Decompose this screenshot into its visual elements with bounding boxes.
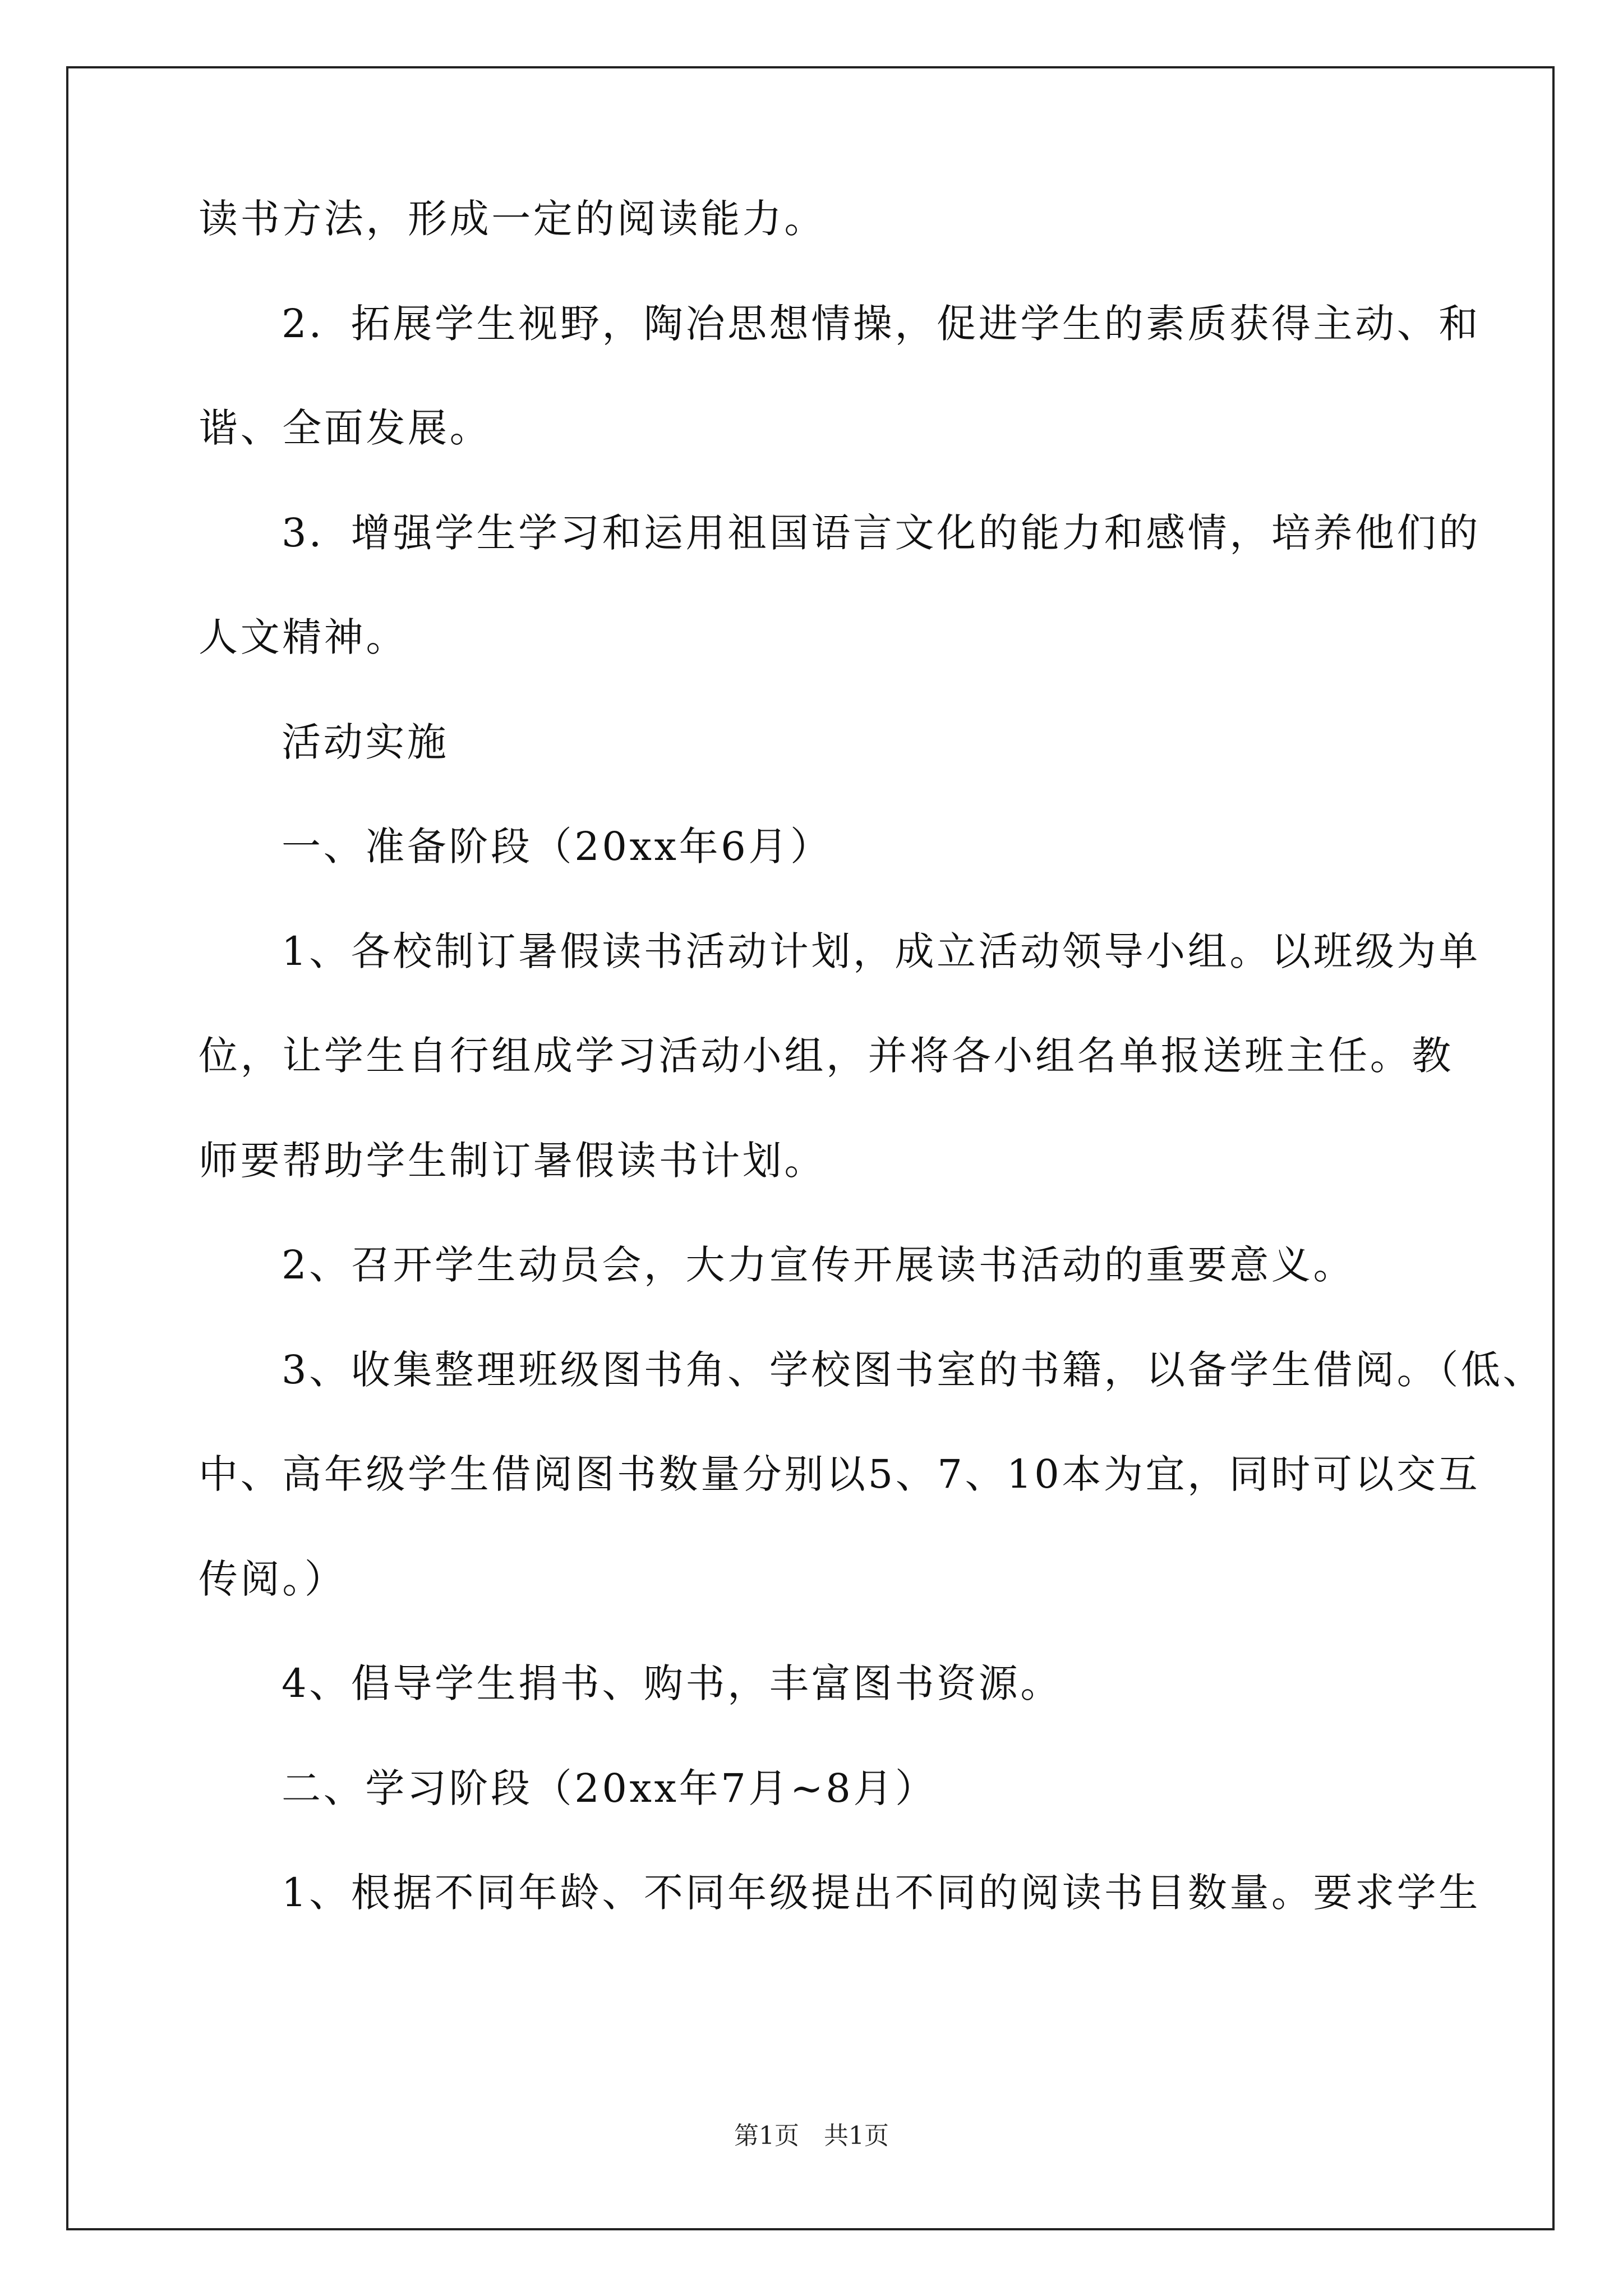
text-line: 3、收集整理班级图书角、学校图书室的书籍，以备学生借阅。（低、 [282,1347,1545,1393]
text-line: 读书方法，形成一定的阅读能力。 [199,196,826,242]
text-line: 人文精神。 [199,614,408,660]
text-line: 2、召开学生动员会，大力宣传开展读书活动的重要意义。 [282,1242,1355,1288]
text-line: 2．拓展学生视野，陶冶思想情操，促进学生的素质获得主动、和 [282,301,1481,347]
text-line: 位，让学生自行组成学习活动小组，并将各小组名单报送班主任。教 [199,1033,1454,1079]
text-line: 3．增强学生学习和运用祖国语言文化的能力和感情，培养他们的 [282,510,1481,556]
text-line: 谐、全面发展。 [199,405,492,451]
text-line: 1、各校制订暑假读书活动计划，成立活动领导小组。以班级为单 [282,928,1481,974]
text-line: 1、根据不同年龄、不同年级提出不同的阅读书目数量。要求学生 [282,1870,1481,1916]
text-line: 传阅。） [199,1556,347,1602]
text-line: 师要帮助学生制订暑假读书计划。 [199,1138,826,1184]
text-line: 4、倡导学生捐书、购书，丰富图书资源。 [282,1660,1062,1706]
text-line: 中、高年级学生借阅图书数量分别以5、7、10本为宜，同时可以交互 [199,1451,1481,1497]
section-heading: 二、学习阶段（20xx年7月~8月） [282,1765,937,1811]
section-heading: 一、准备阶段（20xx年6月） [282,823,832,869]
section-heading: 活动实施 [282,719,449,765]
page-footer: 第1页 共1页 [734,2122,889,2150]
